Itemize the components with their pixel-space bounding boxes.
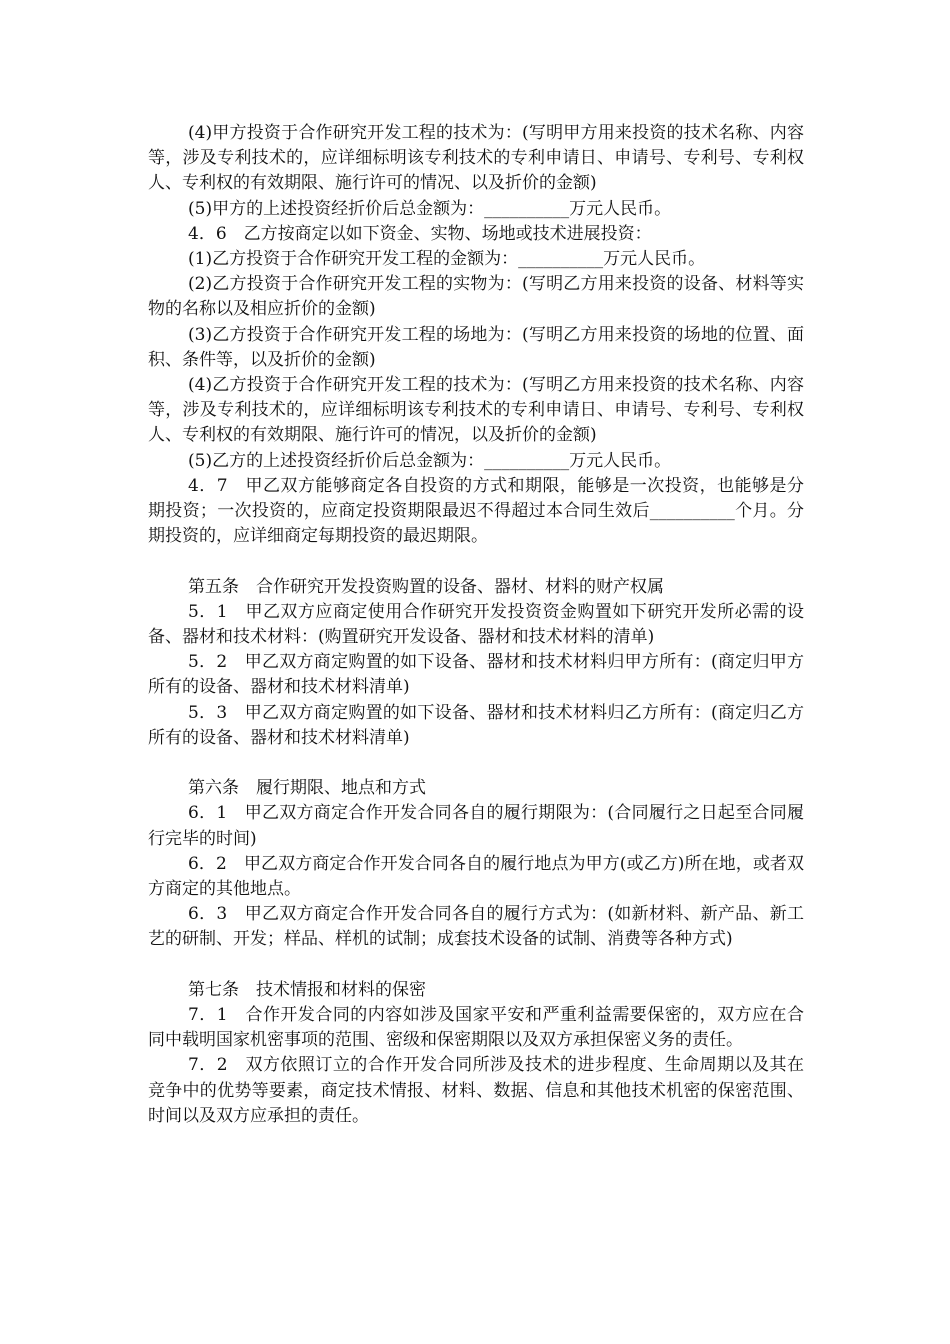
paragraph-4-6-item-3: (3)乙方投资于合作研究开发工程的场地为：(写明乙方用来投资的场地的位置、面积、条件等，以及折价的金额) bbox=[148, 324, 804, 370]
paragraph-4-6-item-2: (2)乙方投资于合作研究开发工程的实物为：(写明乙方用来投资的设备、材料等实物的名称以及相应折价的金额) bbox=[148, 274, 804, 320]
article-7-heading: 第七条 技术情报和材料的保密 bbox=[188, 979, 426, 1000]
paragraph-4-6: 4．6 乙方按商定以如下资金、实物、场地或技术进展投资： bbox=[188, 223, 652, 244]
paragraph-6-3: 6．3 甲乙双方商定合作开发合同各自的履行方式为：(如新材料、新产品、新工艺的研制、开发；样品、样机的试制；成套技术设备的试制、消费等各种方式) bbox=[148, 904, 804, 950]
paragraph-4-6-item-5: (5)乙方的上述投资经折价后总金额为：__________万元人民币。 bbox=[188, 450, 672, 471]
section-spacer bbox=[148, 751, 804, 776]
article-6-heading: 第六条 履行期限、地点和方式 bbox=[188, 778, 426, 799]
paragraph-4-6-item-1: (1)乙方投资于合作研究开发工程的金额为：__________万元人民币。 bbox=[188, 249, 706, 270]
section-spacer bbox=[148, 953, 804, 978]
paragraph-7-2: 7．2 双方依照订立的合作开发合同所涉及技术的进步程度、生命周期以及其在竞争中的优势等要素，商定技术情报、材料、数据、信息和其他技术机密的保密范围、时间以及双方应承担的责任。 bbox=[148, 1055, 804, 1126]
paragraph-5-2: 5．2 甲乙双方商定购置的如下设备、器材和技术材料归甲方所有：(商定归甲方所有的设备、器材和技术材料清单) bbox=[148, 652, 804, 698]
paragraph-5-3: 5．3 甲乙双方商定购置的如下设备、器材和技术材料归乙方所有：(商定归乙方所有的设备、器材和技术材料清单) bbox=[148, 702, 804, 748]
section-spacer bbox=[148, 549, 804, 574]
paragraph-4-5-item-4: (4)甲方投资于合作研究开发工程的技术为：(写明甲方用来投资的技术名称、内容等，涉及专利技术的，应详细标明该专利技术的专利申请日、申请号、专利号、专利权人、专利权的有效期限、施行许可的情况、以及折价的金额) bbox=[148, 123, 804, 194]
document-page bbox=[148, 121, 804, 1129]
paragraph-6-1: 6．1 甲乙双方商定合作开发合同各自的履行期限为：(合同履行之日起至合同履行完毕的时间) bbox=[148, 803, 804, 849]
paragraph-4-6-item-4: (4)乙方投资于合作研究开发工程的技术为：(写明乙方用来投资的技术名称、内容等，涉及专利技术的，应详细标明该专利技术的专利申请日、申请号、专利号、专利权人、专利权的有效期限、施行许可的情况，以及折价的金额) bbox=[148, 375, 804, 446]
paragraph-4-5-item-5: (5)甲方的上述投资经折价后总金额为：__________万元人民币。 bbox=[188, 198, 672, 219]
paragraph-6-2: 6．2 甲乙双方商定合作开发合同各自的履行地点为甲方(或乙方)所在地，或者双方商定的其他地点。 bbox=[148, 853, 804, 900]
paragraph-7-1: 7．1 合作开发合同的内容如涉及国家平安和严重利益需要保密的，双方应在合同中载明国家机密事项的范围、密级和保密期限以及双方承担保密义务的责任。 bbox=[148, 1005, 804, 1051]
paragraph-5-1: 5．1 甲乙双方应商定使用合作研究开发投资资金购置如下研究开发所必需的设备、器材和技术材料：(购置研究开发设备、器材和技术材料的清单) bbox=[148, 601, 804, 648]
article-5-heading: 第五条 合作研究开发投资购置的设备、器材、材料的财产权属 bbox=[188, 576, 664, 597]
paragraph-4-7: 4．7 甲乙双方能够商定各自投资的方式和期限，能够是一次投资，也能够是分期投资；一次投资的，应商定投资期限最迟不得超过本合同生效后__________个月。分期投资的，应详细商定每期投资的最迟期限。 bbox=[148, 475, 804, 547]
